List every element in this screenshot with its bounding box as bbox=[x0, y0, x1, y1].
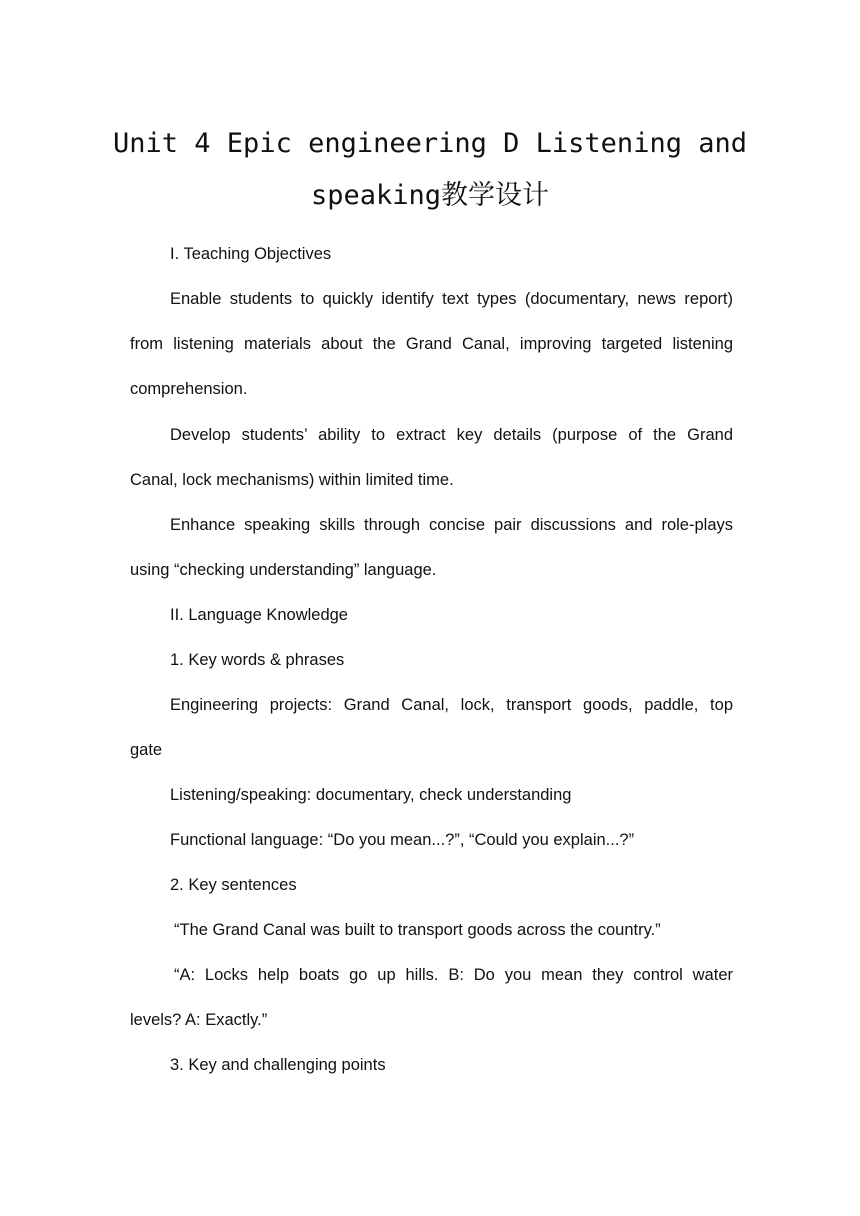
subheading-key-words: 1. Key words & phrases bbox=[170, 651, 345, 669]
key-words-listening-speaking: Listening/speaking: documentary, check understanding bbox=[170, 786, 572, 804]
document-title-line-2 bbox=[0, 173, 860, 212]
objective-1-line-3: comprehension. bbox=[130, 380, 248, 398]
objective-3-line-2: using “checking understanding” language. bbox=[130, 561, 437, 579]
key-sentence-2-line-1: “A: Locks help boats go up hills. B: Do you mean they control water bbox=[174, 966, 733, 984]
key-words-engineering-line-2: gate bbox=[130, 741, 163, 759]
key-sentence-2-line-2: levels? A: Exactly.” bbox=[130, 1011, 268, 1029]
key-words-engineering-line-1: Engineering projects: Grand Canal, lock, transport goods, paddle, top bbox=[170, 696, 733, 714]
objective-2-line-1: Develop students’ ability to extract key details (purpose of the Grand bbox=[170, 426, 733, 444]
title-latin-part: speaking bbox=[310, 180, 442, 211]
subheading-key-challenging-points: 3. Key and challenging points bbox=[170, 1056, 386, 1074]
objective-3-line-1: Enhance speaking skills through concise pair discussions and role-plays bbox=[170, 516, 733, 534]
subheading-key-sentences: 2. Key sentences bbox=[170, 876, 297, 894]
title-cjk-part: 教学设计 bbox=[441, 180, 550, 211]
key-sentence-1: “The Grand Canal was built to transport goods across the country.” bbox=[174, 921, 661, 939]
section-heading-language-knowledge: II. Language Knowledge bbox=[170, 606, 348, 624]
document-title-line-1: Unit 4 Epic engineering D Listening and bbox=[113, 128, 747, 159]
objective-2-line-2: Canal, lock mechanisms) within limited time. bbox=[130, 471, 454, 489]
section-heading-teaching-objectives: I. Teaching Objectives bbox=[170, 245, 332, 263]
key-words-functional-language: Functional language: “Do you mean...?”, “Could you explain...?” bbox=[170, 831, 635, 849]
objective-1-line-2: from listening materials about the Grand Canal, improving targeted listening bbox=[130, 335, 733, 353]
objective-1-line-1: Enable students to quickly identify text types (documentary, news report) bbox=[170, 290, 733, 308]
